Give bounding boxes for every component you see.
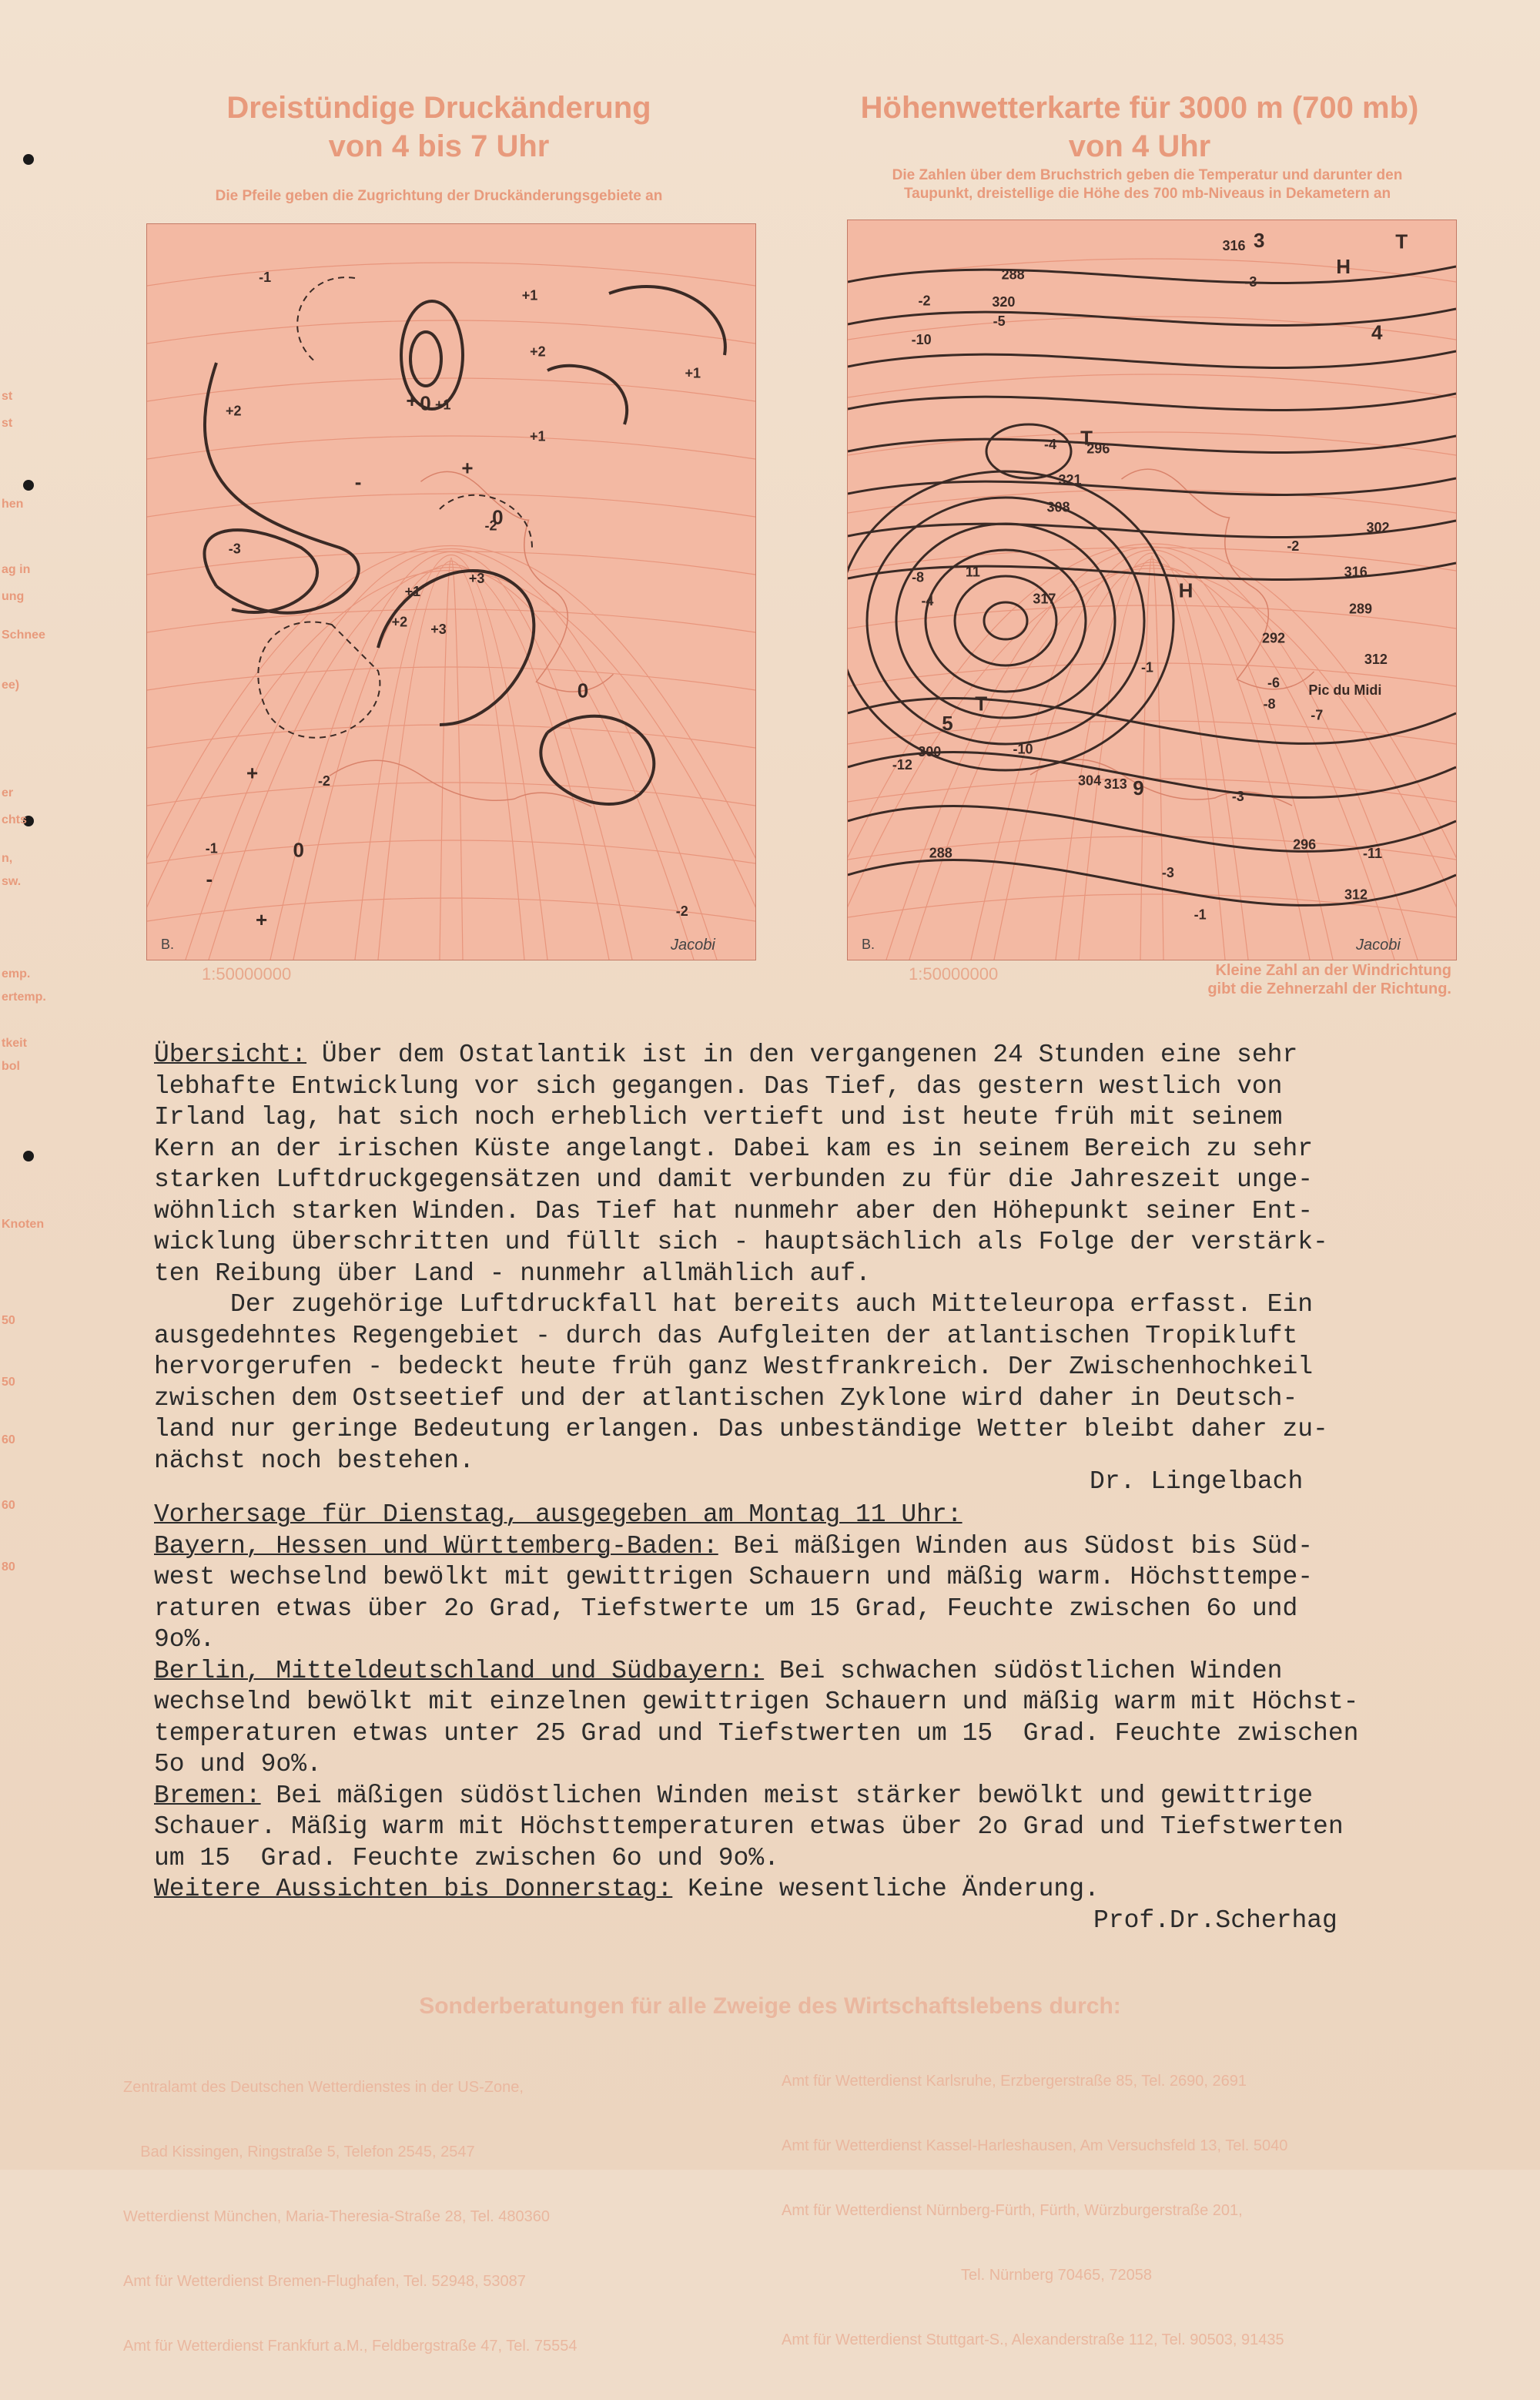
map-label: Pic du Midi — [1308, 682, 1382, 698]
text-line: ten Reibung über Land - nunmehr allmählich auf. — [154, 1259, 871, 1288]
map-label: 289 — [1348, 601, 1372, 617]
map-label: + — [255, 908, 268, 932]
text-line: 9o%. — [154, 1625, 216, 1654]
map-label: T — [1080, 426, 1093, 450]
margin-fragment: sw. — [2, 875, 22, 888]
map-label: 321 — [1058, 471, 1082, 488]
map-label: -12 — [892, 757, 912, 773]
right-map-subtitle — [839, 166, 1455, 203]
isohypse-line — [848, 521, 1456, 538]
isallobar-solid — [410, 332, 441, 386]
text-line: 5o und 9o%. — [154, 1750, 322, 1778]
margin-fragment: er — [2, 786, 14, 799]
pressure-change-map-graphic — [147, 224, 755, 960]
map-label: -11 — [1362, 846, 1383, 862]
left-map-title — [146, 89, 732, 166]
map-label: + — [246, 761, 259, 785]
isohypse-ring — [986, 424, 1071, 478]
footer-title: Sonderberatungen für alle Zweige des Wirtschaftslebens durch: — [419, 1993, 1121, 2019]
margin-fragment: Knoten — [2, 1218, 45, 1231]
text-line: Keine wesentliche Änderung. — [672, 1875, 1100, 1903]
isohypse-line — [848, 266, 1456, 283]
graticule-line — [848, 374, 1456, 397]
text-line: wöhnlich starken Winden. Das Tief hat nunmehr aber den Höhepunkt seiner Ent- — [154, 1196, 1314, 1225]
footer-address: Bad Kissingen, Ringstraße 5, Telefon 2545, 2547 — [123, 2144, 475, 2160]
text-line: zwischen dem Ostseetief und der atlantischen Zyklone wird daher in Deutsch- — [154, 1383, 1298, 1413]
margin-fragment: 60 — [2, 1433, 15, 1446]
graticule-line — [147, 840, 755, 863]
isohypse-line — [848, 394, 1456, 411]
margin-fragment: 60 — [2, 1499, 15, 1512]
map-label: +2 — [530, 344, 546, 360]
map-label: 296 — [1293, 836, 1317, 853]
map-label: -10 — [911, 332, 932, 348]
map-label: -8 — [1263, 696, 1276, 712]
text-line: temperaturen etwas unter 25 Grad und Tiefstwerten um 15 Grad. Feuchte zwischen — [154, 1718, 1359, 1748]
graticule-line — [293, 565, 609, 960]
map-label: 304 — [1078, 773, 1102, 789]
graticule-line — [147, 609, 755, 632]
graticule-line — [147, 320, 755, 344]
left-map-scale: 1:50000000 — [202, 964, 292, 984]
map-label: +2 — [225, 403, 242, 419]
right-map-subtitle-line2: Taupunkt, dreistellige die Höhe des 700 mb-Niveaus in Dekametern an — [903, 186, 1391, 202]
region-heading-berlin: Berlin, Mitteldeutschland und Südbayern: — [154, 1656, 765, 1685]
map-label: 296 — [1086, 441, 1110, 457]
graticule-line — [440, 558, 463, 960]
left-map-credit: Jacobi — [671, 937, 715, 954]
right-map-subtitle-line1: Die Zahlen über dem Bruchstrich geben die Temperatur und darunter den — [892, 167, 1403, 183]
text-line: raturen etwas über 2o Grad, Tiefstwerte um 15 Grad, Feuchte zwischen 6o und — [154, 1594, 1298, 1623]
map-label: -3 — [1231, 789, 1244, 805]
text-line: ausgedehntes Regengebiet - durch das Aufgleiten der atlantischen Tropikluft — [154, 1321, 1298, 1350]
isohypse-line — [848, 351, 1456, 368]
text-line: wechselnd bewölkt mit einzelnen gewittrigen Schauern und mäßig warm mit Höchst- — [154, 1688, 1359, 1716]
margin-fragment: ee) — [2, 679, 20, 692]
margin-fragment: bol — [2, 1060, 20, 1073]
punch-hole — [23, 154, 34, 165]
isallobar-dashed — [258, 622, 380, 738]
coastline — [421, 471, 614, 692]
isallobar-solid — [205, 363, 359, 613]
map-label: H — [1178, 578, 1194, 602]
footer-address: Amt für Wetterdienst Bremen-Flughafen, Tel. 52948, 53087 — [123, 2273, 526, 2290]
map-label: -7 — [1311, 707, 1324, 723]
map-label: 0 — [577, 679, 589, 702]
map-label: 302 — [1366, 519, 1390, 535]
map-label: +1 — [521, 287, 538, 303]
margin-fragment: chts — [2, 813, 27, 826]
text-line: hervorgerufen - bedeckt heute früh ganz Westfrankreich. Der Zwischenhochkeil — [154, 1353, 1314, 1381]
map-label: 0 — [420, 391, 431, 415]
map-label: +1 — [404, 584, 421, 600]
map-label: -4 — [921, 593, 934, 609]
isohypse-ring — [867, 498, 1144, 744]
isallobar-solid — [609, 287, 725, 355]
isallobar-solid — [204, 530, 317, 612]
graticule-line — [147, 571, 755, 960]
map-label: 292 — [1262, 630, 1286, 646]
footer-address: Wetterdienst München, Maria-Theresia-Straße 28, Tel. 480360 — [123, 2208, 550, 2225]
map-label: -4 — [1043, 437, 1056, 453]
map-label: -3 — [228, 541, 241, 557]
footer-left — [123, 2033, 578, 2400]
map-label: 312 — [1344, 887, 1368, 903]
footer-address: Zentralamt des Deutschen Wetterdienstes in der US-Zone, — [123, 2079, 524, 2096]
margin-fragment: st — [2, 417, 13, 430]
map-label: -8 — [912, 569, 925, 585]
footer-address: Amt für Wetterdienst Karlsruhe, Erzbergerstraße 85, Tel. 2690, 2691 — [782, 2073, 1247, 2090]
map-label: +2 — [391, 614, 408, 630]
graticule-line — [147, 494, 755, 517]
map-label: - — [354, 470, 362, 494]
outlook-heading: Weitere Aussichten bis Donnerstag: — [154, 1875, 673, 1903]
map-label: -2 — [675, 903, 688, 920]
margin-fragment: n, — [2, 852, 13, 865]
map-label: + — [461, 456, 474, 480]
map-label: -1 — [1194, 907, 1207, 923]
isohypse-line — [848, 309, 1456, 326]
margin-fragment: emp. — [2, 967, 31, 980]
right-map-note-line1: Kleine Zahl an der Windrichtung — [1215, 962, 1451, 979]
map-label: -1 — [205, 840, 218, 856]
signature-lingelbach: Dr. Lingelbach — [1090, 1467, 1304, 1496]
margin-fragment: st — [2, 390, 13, 403]
margin-fragment: 50 — [2, 1314, 15, 1327]
footer-address: Tel. Nürnberg 70465, 72058 — [782, 2267, 1152, 2284]
text-line: um 15 Grad. Feuchte zwischen 6o und 9o%. — [154, 1843, 779, 1872]
isohypse-line — [848, 478, 1456, 495]
map-label: 4 — [1371, 320, 1383, 344]
graticule-line — [1079, 559, 1225, 960]
forecast-section — [154, 1500, 1494, 1906]
punch-hole — [23, 1151, 34, 1161]
isohypse-ring — [984, 602, 1027, 639]
text-line: Bei mäßigen Winden aus Südost bis Süd- — [718, 1531, 1314, 1560]
margin-fragment: 80 — [2, 1560, 15, 1574]
graticule-line — [147, 546, 755, 960]
text-line: starken Luftdruckgegensätzen und damit verbunden zu für die Jahreszeit unge- — [154, 1165, 1314, 1194]
text-line: nächst noch bestehen. — [154, 1446, 474, 1475]
left-map-corner: B. — [161, 937, 175, 952]
map-label: 288 — [929, 845, 952, 861]
text-line: Kern an der irischen Küste angelangt. Dabei kam es in seinem Bereich zu sehr — [154, 1134, 1314, 1163]
text-line: Bei mäßigen südöstlichen Winden meist stärker bewölkt und gewittrige — [260, 1781, 1314, 1810]
map-label: 316 — [1344, 564, 1368, 580]
graticule-line — [147, 667, 755, 690]
text-line: west wechselnd bewölkt mit gewittrigen Schauern und mäßig warm. Höchsttempe- — [154, 1563, 1314, 1591]
right-map-note-line2: gibt die Zehnerzahl der Richtung. — [1207, 980, 1451, 997]
overview-heading: Übersicht: — [154, 1041, 307, 1069]
text-line: Irland lag, hat sich noch erheblich vertieft und ist heute früh mit seinem — [154, 1103, 1283, 1131]
map-label: 320 — [992, 294, 1016, 310]
map-label: -1 — [259, 269, 272, 285]
text-line: Schauer. Mäßig warm mit Höchsttemperaturen etwas über 2o Grad und Tiefstwerten — [154, 1812, 1344, 1841]
text-line: Über dem Ostatlantik ist in den vergangenen 24 Stunden eine sehr — [306, 1041, 1298, 1069]
map-label: 3 — [1254, 229, 1265, 253]
map-label: 288 — [1001, 266, 1025, 283]
map-label: -2 — [1287, 538, 1300, 554]
graticule-line — [909, 565, 1394, 960]
map-label: + — [406, 389, 418, 413]
map-label: +1 — [434, 397, 451, 413]
footer-right — [782, 2027, 1287, 2394]
map-label: -2 — [317, 773, 330, 789]
margin-fragment: 50 — [2, 1376, 15, 1389]
map-label: 316 — [1222, 237, 1246, 253]
isohypse-ring — [926, 550, 1086, 692]
isohypse-line — [848, 436, 1456, 453]
isallobar-solid — [378, 571, 534, 725]
graticule-line — [994, 562, 1310, 960]
upper-air-map — [847, 220, 1457, 960]
graticule-line — [848, 490, 1456, 513]
left-map-title-line1: Dreistündige Druckänderung — [226, 91, 651, 125]
right-map-title — [839, 89, 1440, 166]
map-label: 312 — [1364, 651, 1388, 667]
left-map-title-line2: von 4 bis 7 Uhr — [328, 129, 550, 163]
map-label: 11 — [965, 564, 980, 580]
signature-scherhag: Prof.Dr.Scherhag — [1093, 1906, 1337, 1935]
graticule-line — [147, 783, 755, 806]
map-label: 0 — [492, 505, 504, 529]
graticule-line — [848, 432, 1456, 455]
right-map-title-line2: von 4 Uhr — [1068, 129, 1211, 163]
map-label: +3 — [430, 621, 447, 637]
margin-fragment: tkeit — [2, 1037, 27, 1050]
footer-address: Amt für Wetterdienst Stuttgart-S., Alexanderstraße 112, Tel. 90503, 91435 — [782, 2331, 1284, 2348]
map-label: T — [1395, 230, 1408, 253]
map-label: -2 — [918, 293, 931, 309]
margin-fragment: ertemp. — [2, 991, 46, 1004]
upper-air-map-graphic — [848, 220, 1456, 960]
map-label: 308 — [1046, 499, 1070, 515]
footer-address: Amt für Wetterdienst Frankfurt a.M., Feldbergstraße 47, Tel. 75554 — [123, 2338, 578, 2355]
map-label: -5 — [993, 313, 1006, 330]
right-map-title-line1: Höhenwetterkarte für 3000 m (700 mb) — [860, 91, 1419, 125]
text-line: Der zugehörige Luftdruckfall hat bereits auch Mitteleuropa erfasst. Ein — [154, 1290, 1314, 1319]
map-label: +1 — [530, 428, 546, 444]
margin-fragment: Schnee — [2, 628, 45, 642]
margin-fragment: ung — [2, 590, 25, 603]
right-map-note — [1078, 961, 1451, 998]
text-line: land nur geringe Bedeutung erlangen. Das unbeständige Wetter bleibt daher zu- — [154, 1415, 1328, 1443]
footer-address: Amt für Wetterdienst Nürnberg-Fürth, Fürth, Würzburgerstraße 201, — [782, 2202, 1243, 2219]
map-label: -3 — [1161, 865, 1174, 881]
pressure-change-map — [146, 223, 756, 960]
graticule-line — [209, 568, 694, 960]
map-label: 9 — [1133, 776, 1144, 800]
text-line: Bei schwachen südöstlichen Winden — [764, 1656, 1283, 1685]
right-map-corner: B. — [862, 937, 875, 952]
region-heading-bremen: Bremen: — [154, 1781, 261, 1810]
map-label: 313 — [1103, 776, 1127, 792]
left-map-subtitle: Die Pfeile geben die Zugrichtung der Druckänderungsgebiete an — [215, 188, 663, 204]
region-heading-bayern: Bayern, Hessen und Württemberg-Baden: — [154, 1531, 718, 1560]
map-label: -1 — [1140, 659, 1153, 675]
map-label: -2 — [484, 518, 497, 534]
graticule-line — [147, 725, 755, 748]
graticule-line — [147, 436, 755, 459]
map-label: 300 — [918, 744, 942, 760]
map-label: 5 — [942, 711, 953, 735]
footer-address: Amt für Wetterdienst Kassel-Harleshausen, Am Versuchsfeld 13, Tel. 5040 — [782, 2137, 1288, 2154]
graticule-line — [147, 898, 755, 921]
text-line: wicklung überschritten und füllt sich - hauptsächlich als Folge der verstärk- — [154, 1228, 1328, 1256]
map-label: -10 — [1013, 741, 1033, 757]
map-label: +1 — [685, 365, 701, 381]
isohypse-ring — [955, 576, 1056, 665]
margin-fragment: hen — [2, 498, 24, 511]
right-map-credit: Jacobi — [1356, 937, 1401, 954]
map-label: 317 — [1033, 591, 1056, 607]
punch-hole — [23, 480, 34, 491]
map-label: 0 — [293, 838, 304, 862]
forecast-heading: Vorhersage für Dienstag, ausgegeben am Montag 11 Uhr: — [154, 1500, 962, 1529]
isallobar-dashed — [297, 277, 355, 363]
right-map-scale: 1:50000000 — [909, 964, 999, 984]
map-label: -3 — [1244, 274, 1257, 290]
map-label: H — [1336, 255, 1351, 279]
isallobar-solid — [547, 366, 627, 424]
graticule-line — [147, 263, 755, 286]
map-label: - — [206, 866, 213, 890]
map-label: +3 — [468, 571, 485, 587]
overview-section — [154, 1040, 1494, 1477]
map-label: T — [975, 692, 988, 716]
map-label: -6 — [1267, 675, 1281, 691]
text-line: lebhafte Entwicklung vor sich gegangen. Das Tief, das gestern westlich von — [154, 1071, 1283, 1101]
margin-fragment: ag in — [2, 563, 31, 576]
